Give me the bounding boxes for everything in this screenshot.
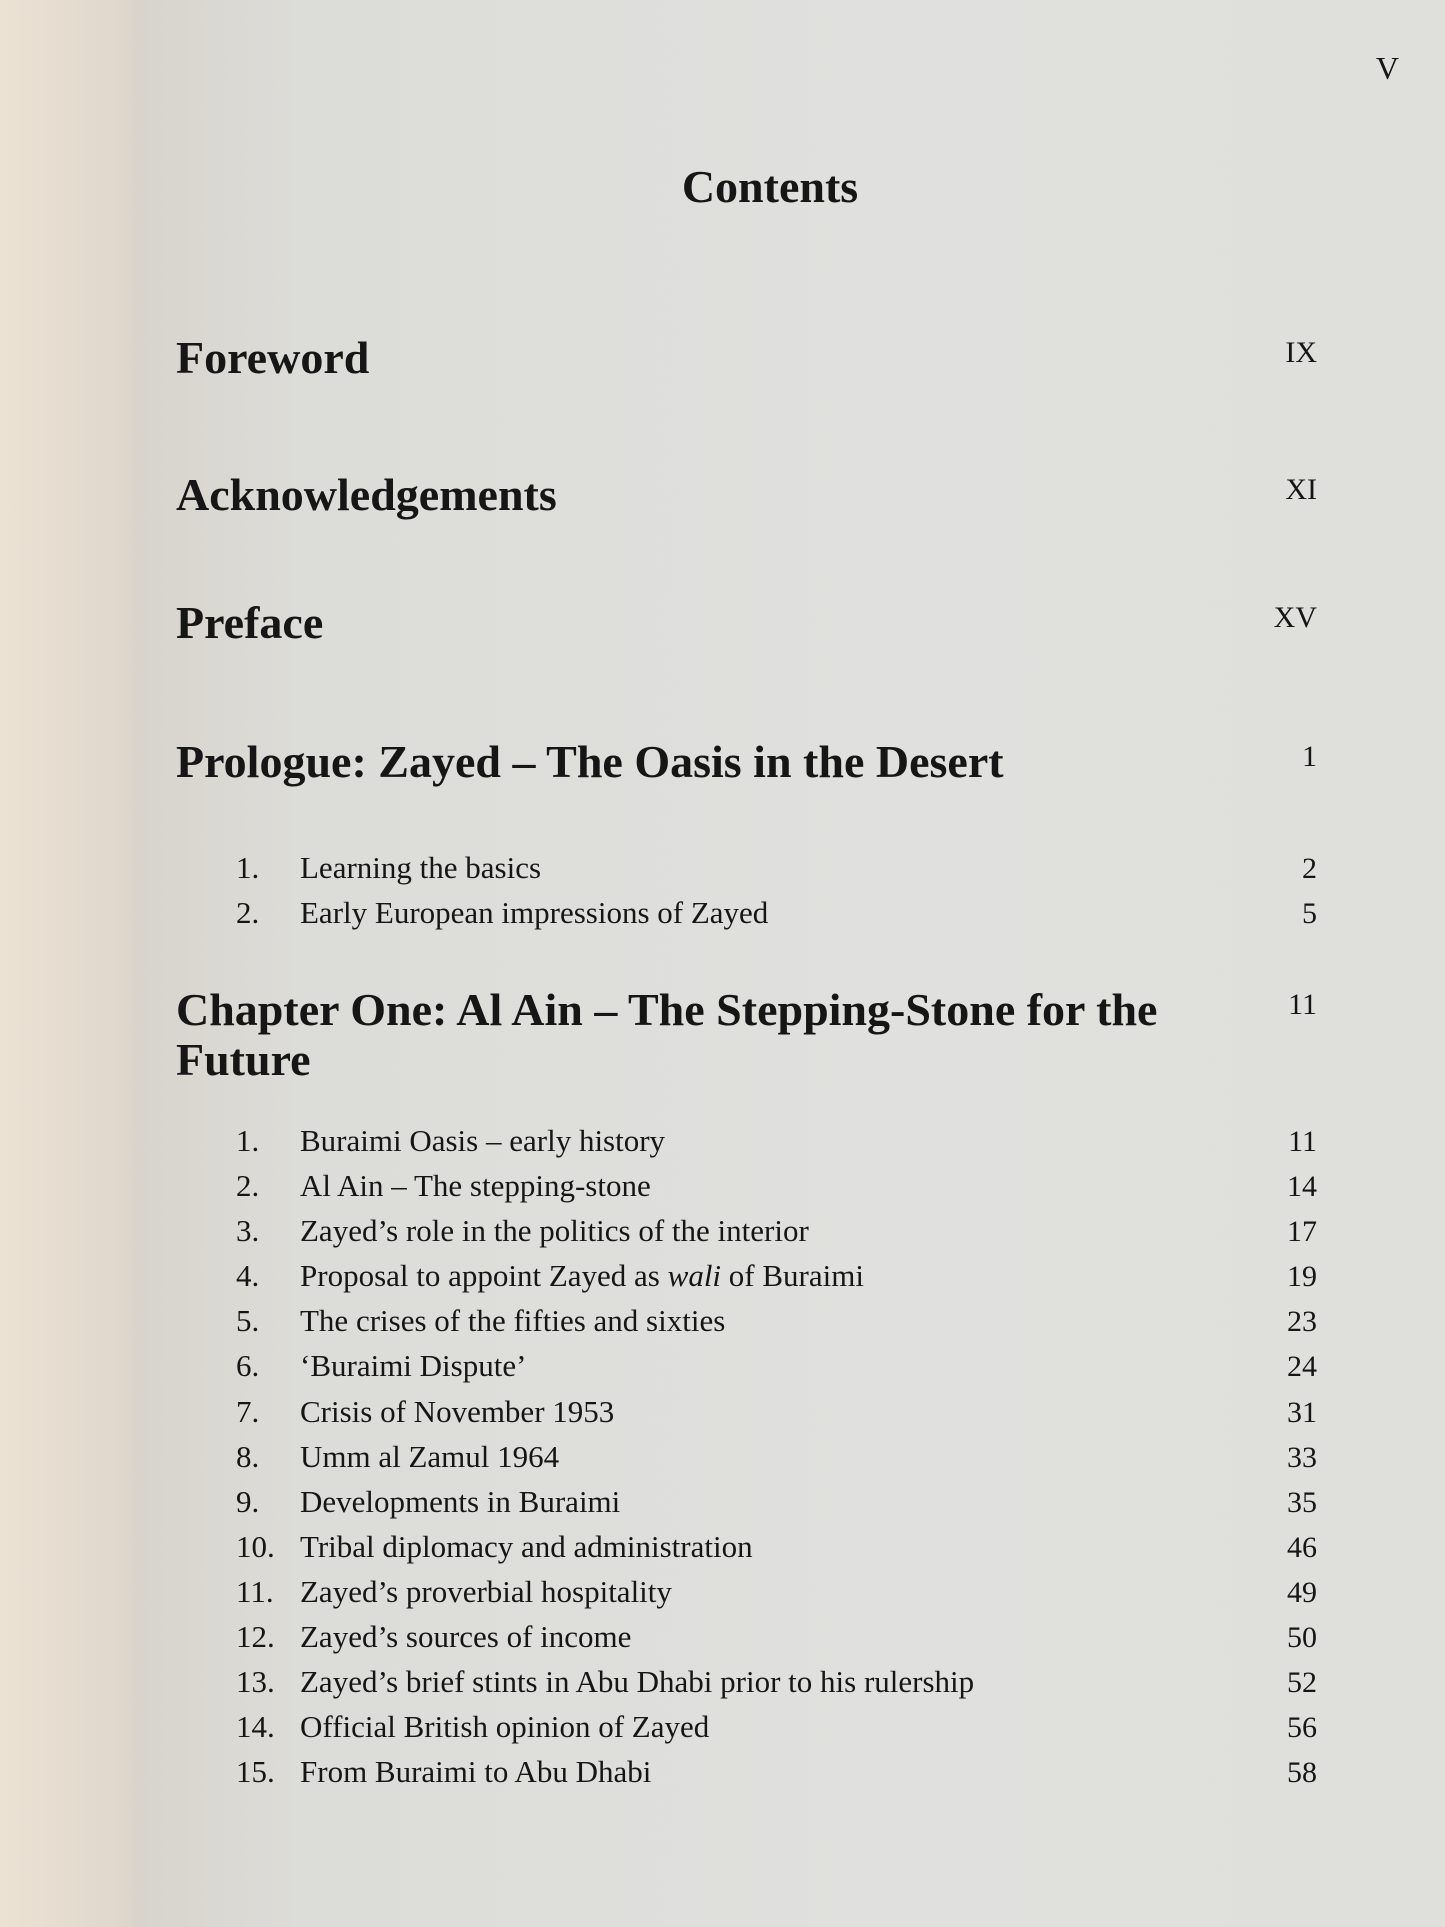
section-title: Chapter One: Al Ain – The Stepping-Stone for the Future <box>176 984 1158 1085</box>
entry-title: Buraimi Oasis – early history <box>300 1123 666 1158</box>
entry-number: 7. <box>236 1393 260 1429</box>
entry-page: 19 <box>1287 1260 1317 1294</box>
entry-title: Zayed’s brief stints in Abu Dhabi prior to his rulership <box>300 1664 975 1700</box>
entry-title: Zayed’s sources of income <box>300 1619 632 1655</box>
entry-page: 11 <box>1288 1125 1317 1158</box>
toc-entry[interactable] <box>236 1439 1317 1484</box>
entry-title: Al Ain – The stepping-stone <box>300 1168 651 1204</box>
entry-title: From Buraimi to Abu Dhabi <box>300 1754 652 1790</box>
entry-title-italic: wali <box>667 1258 722 1294</box>
entry-number: 14. <box>236 1709 275 1745</box>
toc-entry[interactable] <box>236 895 1317 940</box>
section-title: Acknowledgements <box>176 469 557 520</box>
entry-page: 35 <box>1287 1485 1317 1519</box>
entry-page: 14 <box>1287 1170 1317 1204</box>
section-page: IX <box>1285 336 1317 369</box>
entry-title-part: Proposal to appoint Zayed as <box>300 1258 668 1294</box>
entry-page: 23 <box>1287 1305 1317 1339</box>
section-page: 1 <box>1302 740 1317 773</box>
toc-entry[interactable] <box>236 1529 1317 1574</box>
entry-number: 1. <box>236 1123 260 1158</box>
entry-page: 58 <box>1287 1756 1317 1790</box>
section-page: XI <box>1285 473 1317 506</box>
entry-page: 2 <box>1302 852 1317 885</box>
entry-number: 10. <box>236 1528 275 1564</box>
entry-page: 49 <box>1287 1575 1317 1609</box>
entry-number: 2. <box>236 1168 260 1204</box>
toc-section-prologue[interactable] <box>176 737 1317 787</box>
entry-page: 52 <box>1287 1666 1317 1700</box>
entry-page: 5 <box>1302 897 1317 931</box>
toc-entry[interactable] <box>236 1394 1317 1439</box>
entry-title: The crises of the fifties and sixties <box>300 1303 726 1339</box>
entry-number: 3. <box>236 1213 260 1249</box>
entry-number: 15. <box>236 1754 275 1790</box>
entry-title <box>300 1258 1227 1294</box>
section-title: Foreword <box>176 332 370 383</box>
entry-title: Zayed’s role in the politics of the interior <box>300 1213 809 1249</box>
prologue-entries <box>236 850 1317 940</box>
chapter-one-entries <box>236 1123 1317 1799</box>
entry-number: 5. <box>236 1303 260 1339</box>
entry-title: Developments in Buraimi <box>300 1483 621 1519</box>
section-title: Preface <box>176 597 324 648</box>
section-title: Prologue: Zayed – The Oasis in the Desert <box>176 736 1004 787</box>
entry-title: Learning the basics <box>300 850 542 885</box>
toc-entry[interactable] <box>236 1574 1317 1619</box>
page-title: Contents <box>681 161 859 212</box>
toc-entry[interactable] <box>236 1213 1317 1258</box>
toc-entry[interactable] <box>236 1123 1317 1168</box>
toc-entry[interactable] <box>236 1258 1317 1303</box>
toc-section-foreword[interactable] <box>176 333 1317 383</box>
entry-page: 31 <box>1287 1395 1317 1429</box>
entry-number: 2. <box>236 895 260 931</box>
toc-entry[interactable] <box>236 1484 1317 1529</box>
entry-number: 11. <box>236 1573 274 1609</box>
entry-number: 13. <box>236 1664 275 1700</box>
toc-entry[interactable] <box>236 1168 1317 1213</box>
page-gutter-shadow <box>0 0 140 1927</box>
toc-entry[interactable] <box>236 1709 1317 1754</box>
entry-title: Zayed’s proverbial hospitality <box>300 1573 672 1609</box>
entry-title: Umm al Zamul 1964 <box>300 1438 560 1474</box>
entry-page: 33 <box>1287 1440 1317 1474</box>
section-page: 11 <box>1288 988 1317 1021</box>
entry-page: 56 <box>1287 1711 1317 1745</box>
entry-title-part: of Buraimi <box>721 1258 864 1294</box>
entry-page: 46 <box>1287 1530 1317 1564</box>
entry-title: Tribal diplomacy and administration <box>300 1528 753 1564</box>
entry-page: 17 <box>1287 1215 1317 1249</box>
entry-number: 12. <box>236 1619 275 1655</box>
entry-page: 50 <box>1287 1621 1317 1655</box>
toc-section-acknowledgements[interactable] <box>176 470 1317 520</box>
entry-title: ‘Buraimi Dispute’ <box>300 1348 527 1384</box>
toc-entry[interactable] <box>236 1303 1317 1348</box>
toc-entry[interactable] <box>236 1619 1317 1664</box>
toc-entry[interactable] <box>236 1348 1317 1393</box>
entry-page: 24 <box>1287 1350 1317 1384</box>
entry-number: 6. <box>236 1348 260 1384</box>
page-number: V <box>1375 50 1399 86</box>
section-page: XV <box>1273 601 1317 634</box>
entry-title: Official British opinion of Zayed <box>300 1709 710 1745</box>
toc-entry[interactable] <box>236 1754 1317 1799</box>
toc-section-preface[interactable] <box>176 598 1317 648</box>
toc-entry[interactable] <box>236 850 1317 895</box>
entry-number: 9. <box>236 1483 260 1519</box>
entry-title: Crisis of November 1953 <box>300 1393 615 1429</box>
entry-number: 8. <box>236 1438 260 1474</box>
entry-number: 4. <box>236 1258 260 1294</box>
toc-section-chapter-one[interactable] <box>176 985 1317 1085</box>
entry-title: Early European impressions of Zayed <box>300 895 769 931</box>
entry-number: 1. <box>236 850 260 885</box>
toc-entry[interactable] <box>236 1664 1317 1709</box>
